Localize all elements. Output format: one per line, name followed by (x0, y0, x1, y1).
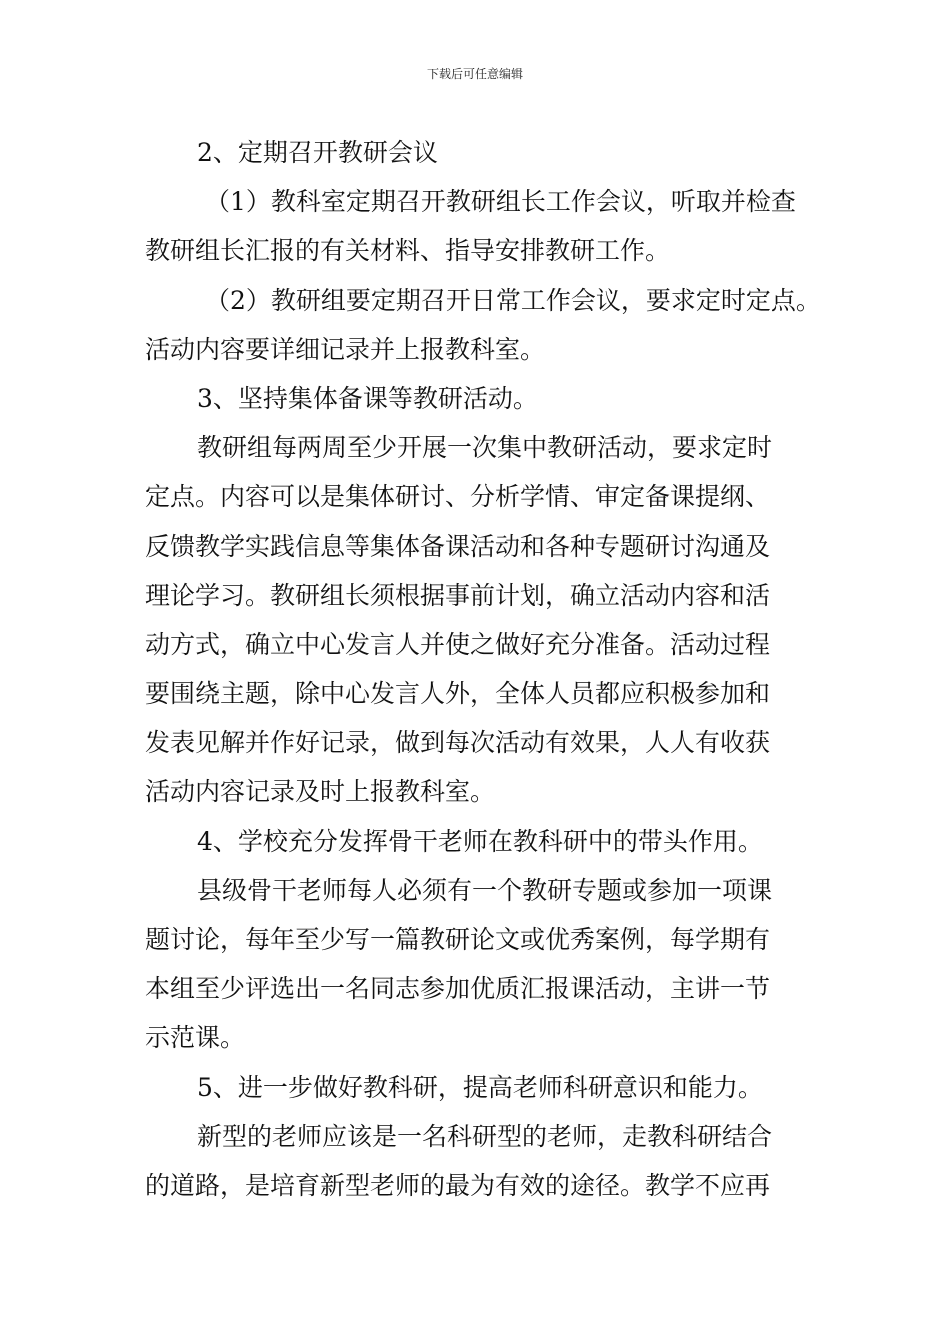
text-line: 4、学校充分发挥骨干老师在教科研中的带头作用。 (197, 826, 763, 856)
paragraph-backbone-teachers (145, 866, 825, 1063)
text-line: （2）教研组要定期召开日常工作会议，要求定时定点。 (205, 285, 821, 315)
text-line: 教研组长汇报的有关材料、指导安排教研工作。 (145, 236, 671, 266)
text-line: 2、定期召开教研会议 (197, 138, 438, 167)
text-line: 活动内容要详细记录并上报教科室。 (145, 334, 546, 364)
text-line: 定点。内容可以是集体研讨、分析学情、审定备课提纲、 (145, 482, 771, 512)
text-line: 反馈教学实践信息等集体备课活动和各种专题研讨沟通及 (145, 531, 771, 561)
paragraph-research-teacher (145, 1112, 825, 1210)
text-line: 动方式，确立中心发言人并使之做好充分准备。活动过程 (145, 629, 771, 659)
paragraph-item-2 (145, 276, 825, 374)
text-line: 的道路，是培育新型老师的最为有效的途径。教学不应再 (145, 1170, 771, 1200)
text-line: 本组至少评选出一名同志参加优质汇报课活动，主讲一节 (145, 974, 771, 1004)
document-body (145, 128, 825, 1210)
heading-3 (145, 374, 825, 423)
page-header: 下载后可任意编辑 (426, 67, 523, 81)
text-line: 要围绕主题，除中心发言人外，全体人员都应积极参加和 (145, 679, 771, 709)
text-line: 理论学习。教研组长须根据事前计划，确立活动内容和活 (145, 580, 771, 610)
text-line: 发表见解并作好记录，做到每次活动有效果，人人有收获 (145, 728, 771, 758)
text-line: 5、进一步做好教科研，提高老师科研意识和能力。 (197, 1072, 763, 1102)
text-line: 新型的老师应该是一名科研型的老师，走教科研结合 (197, 1121, 773, 1151)
text-line: 县级骨干老师每人必须有一个教研专题或参加一项课 (197, 875, 773, 905)
text-line: 题讨论，每年至少写一篇教研论文或优秀案例，每学期有 (145, 925, 771, 954)
text-line: 活动内容记录及时上报教科室。 (145, 777, 496, 807)
text-line: 3、坚持集体备课等教研活动。 (197, 383, 538, 413)
text-line: 教研组每两周至少开展一次集中教研活动，要求定时 (197, 433, 773, 463)
paragraph-collective-lesson-prep (145, 423, 825, 817)
heading-4 (145, 817, 825, 866)
paragraph-item-1 (145, 177, 825, 275)
text-line: 示范课。 (145, 1023, 246, 1053)
text-line: （1）教科室定期召开教研组长工作会议，听取并检查 (205, 187, 796, 217)
heading-5 (145, 1063, 825, 1112)
heading-2 (145, 128, 825, 177)
